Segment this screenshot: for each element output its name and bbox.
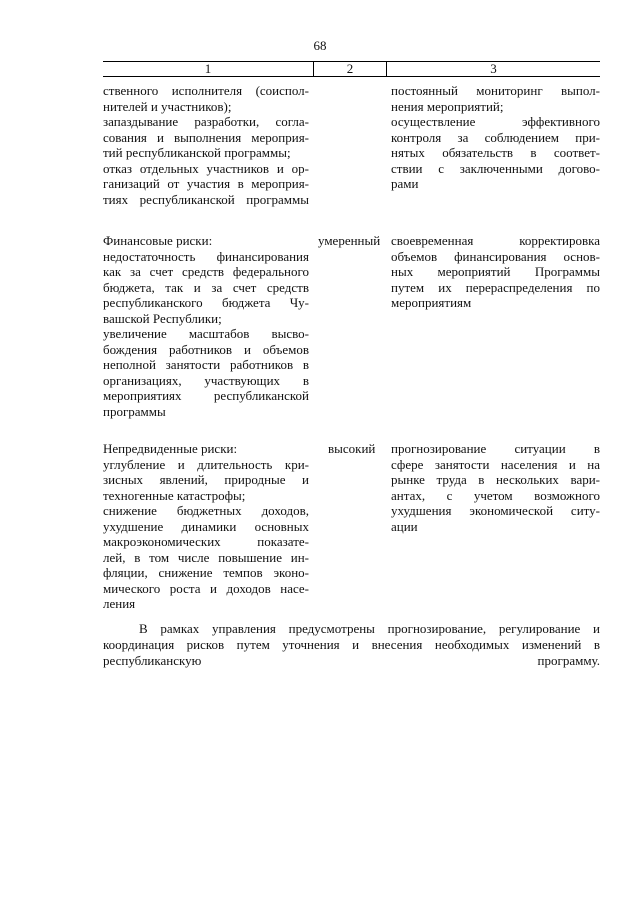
text-line: сфере занятости населения и на <box>391 456 600 472</box>
text-line: лей, в том числе повышение ин- <box>103 549 309 565</box>
text-line: фляции, снижение темпов эконо- <box>103 565 309 580</box>
page-number: 68 <box>313 38 327 53</box>
row-1-col-2 <box>314 83 387 207</box>
text-line: бюджета, так и за счет средств <box>103 279 309 295</box>
text-line: осуществление эффективного <box>391 114 600 129</box>
text-line: неполной занятости работников в <box>103 357 309 372</box>
text-line: организациях, участвующих в <box>103 372 309 388</box>
row-2-col-3 <box>387 233 600 419</box>
text-line: В рамках управления предусмотрены прогнозирование, регулирование и <box>139 621 600 636</box>
header-col-1: 1 <box>103 62 314 76</box>
text-line: антах, с учетом возможного <box>391 487 600 503</box>
text-line: ганизаций от участия в мероприя- <box>103 176 309 191</box>
text-line: мического роста и доходов насе- <box>103 580 309 596</box>
text-line: техногенные катастрофы; <box>103 487 246 503</box>
text-line: ации <box>391 518 418 534</box>
text-line: зисных явлений, природные и <box>103 472 309 487</box>
text-line: тиях республиканской программы <box>103 191 309 207</box>
table-row <box>103 441 600 612</box>
row-1-col-1 <box>103 83 314 207</box>
text-line: своевременная корректировка <box>391 233 600 248</box>
text-line: республиканского бюджета Чу- <box>103 295 309 310</box>
text-line: как за счет средств федерального <box>103 264 309 279</box>
text-line: ствии с заключенными догово- <box>391 160 600 176</box>
header-col-2: 2 <box>314 62 387 76</box>
text-line: прогнозирование ситуации в <box>391 441 600 456</box>
row-2-col-1 <box>103 233 314 419</box>
text-line: нения мероприятий; <box>391 98 504 114</box>
text-line: снижение бюджетных доходов, <box>103 503 309 518</box>
text-line: постоянный мониторинг выпол- <box>391 83 600 98</box>
text-line: контроля за соблюдением при- <box>391 129 600 145</box>
row-3-col-3 <box>387 441 600 612</box>
table-row <box>103 233 600 419</box>
header-col-3: 3 <box>490 61 497 76</box>
text-line: рынке труда в нескольких вари- <box>391 472 600 487</box>
text-line: республиканскую программу. <box>103 653 600 668</box>
text-line: недостаточность финансирования <box>103 248 309 264</box>
text-line: ственного исполнителя (соиспол- <box>103 83 309 98</box>
text-line: нятых обязательств в соответ- <box>391 145 600 160</box>
text-line: бождения работников и объемов <box>103 341 309 357</box>
text-line: ления <box>103 596 136 611</box>
text-line: вашской Республики; <box>103 310 222 326</box>
text-line: мероприятиям <box>391 295 472 310</box>
risk-table <box>103 61 600 612</box>
table-header <box>103 61 600 77</box>
text-line: углубление и длительность кри- <box>103 456 309 472</box>
row-2-col-2: умеренный <box>318 233 381 248</box>
text-line: отказ отдельных участников и ор- <box>103 160 309 176</box>
text-line: координация рисков путем уточнения и внесения необходимых изменений в <box>103 637 600 652</box>
text-line: запаздывание разработки, согла- <box>103 114 309 129</box>
row-1-col-3 <box>387 83 600 207</box>
text-line: ухудшение динамики основных <box>103 518 309 534</box>
body-paragraph <box>103 621 600 669</box>
text-line: программы <box>103 403 166 419</box>
text-line: увеличение масштабов высво- <box>103 326 309 341</box>
text-line: объемов финансирования основ- <box>391 248 600 264</box>
text-line: макроэкономических показате- <box>103 534 309 549</box>
text-line: ных мероприятий Программы <box>391 264 600 279</box>
text-line: ухудшения экономической ситу- <box>391 503 600 518</box>
text-line: путем их перераспределения по <box>391 279 600 295</box>
text-line: нителей и участников); <box>103 98 232 114</box>
text-line: Непредвиденные риски: <box>103 441 238 456</box>
row-3-col-2: высокий <box>328 441 376 456</box>
table-row <box>103 83 600 207</box>
text-line: Финансовые риски: <box>103 233 213 248</box>
text-line: мероприятиях республиканской <box>103 388 309 403</box>
text-line: тий республиканской программы; <box>103 145 291 160</box>
row-3-col-1 <box>103 441 314 612</box>
text-line: сования и выполнения мероприя- <box>103 129 309 145</box>
text-line: рами <box>391 176 419 191</box>
